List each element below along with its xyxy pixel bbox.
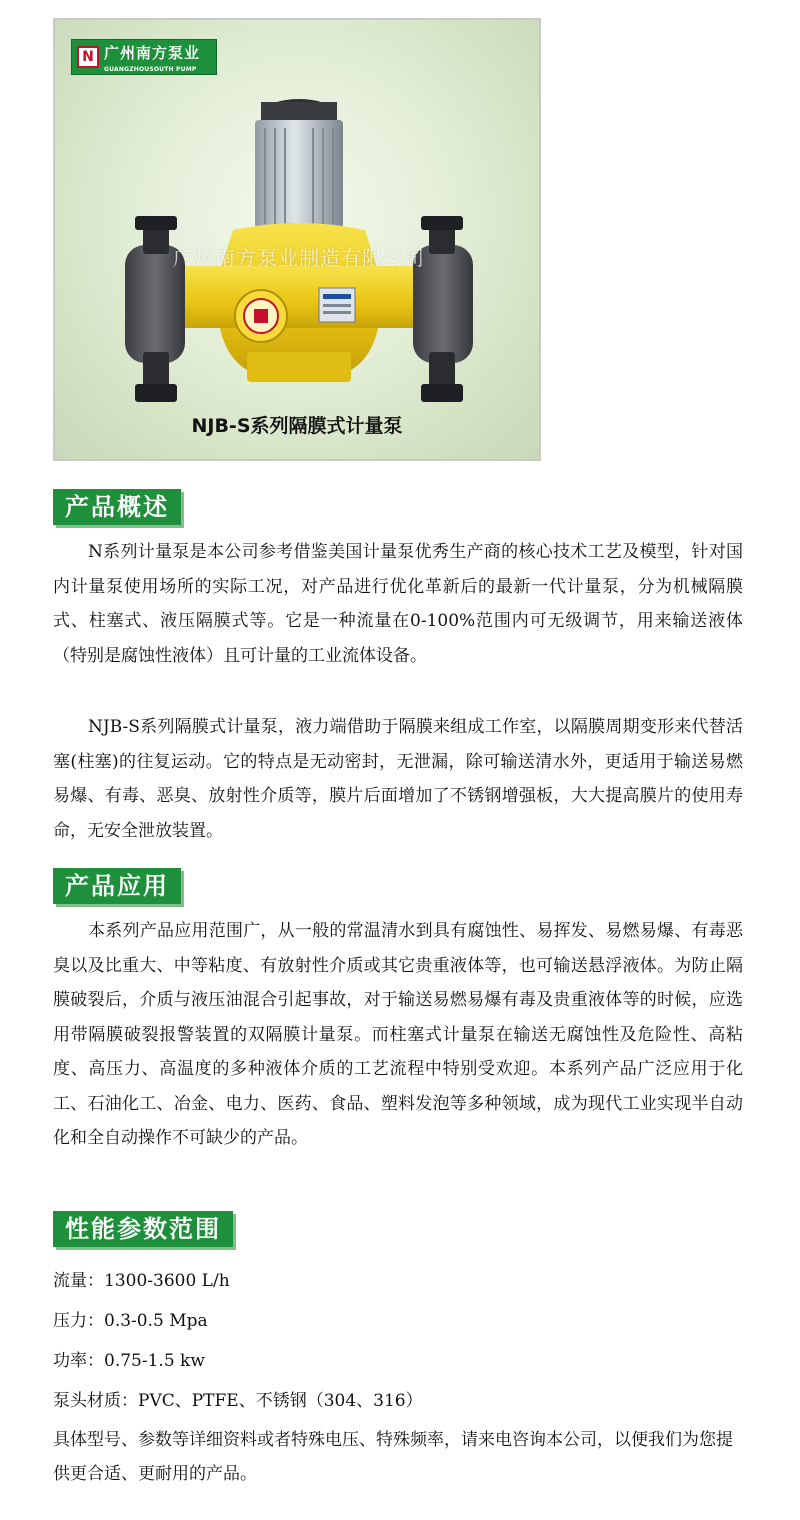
logo-chinese-name: 广州南方泵业 xyxy=(104,43,201,62)
spec-flow: 流量：1300-3600 L/h xyxy=(53,1271,230,1291)
logo-english-name: GUANGZHOUSOUTH PUMP xyxy=(104,65,197,73)
application-paragraph: 本系列产品应用范围广，从一般的常温清水到具有腐蚀性、易挥发、易燃易爆、有毒恶臭以及比重大、中等粘度、有放射性介质或其它贵重液体等，也可输送悬浮液体。为防止隔膜破裂后，介质与液压油混合引起事故，对于输送易燃易爆有毒及贵重液体等的时候，应选用带隔膜破裂报警装置的双隔膜计量泵。而柱塞式计量泵在输送无腐蚀性及危险性、高粘度、高压力、高温度的多种液体介质的工艺流程中特别受欢迎。本系列产品广泛应用于化工、石油化工、冶金、电力、医药、食品、塑料发泡等多种领域，成为现代工业实现半自动化和全自动操作不可缺少的产品。 xyxy=(53,921,743,1148)
company-logo xyxy=(71,39,217,75)
spec-material: 泵头材质：PVC、PTFE、不锈钢（304、316） xyxy=(53,1391,423,1411)
section-title-application: 产品应用 xyxy=(53,868,181,904)
pump-illustration xyxy=(55,20,541,461)
section-title-overview: 产品概述 xyxy=(53,489,181,525)
spec-pressure: 压力：0.3-0.5 Mpa xyxy=(53,1311,208,1331)
overview-paragraph-2: NJB-S系列隔膜式计量泵，液力端借助于隔膜来组成工作室，以隔膜周期变形来代替活塞(柱塞)的往复运动。它的特点是无动密封，无泄漏，除可输送清水外，更适用于输送易燃易爆、有毒、恶臭、放射性介质等，膜片后面增加了不锈钢增强板，大大提高膜片的使用寿命，无安全泄放装置。 xyxy=(53,717,743,841)
overview-paragraph-1: N系列计量泵是本公司参考借鉴美国计量泵优秀生产商的核心技术工艺及模型，针对国内计量泵使用场所的实际工况，对产品进行优化革新后的最新一代计量泵，分为机械隔膜式、柱塞式、液压隔膜式等。它是一种流量在0-100%范围内可无级调节，用来输送液体（特别是腐蚀性液体）且可计量的工业流体设备。 xyxy=(53,542,743,666)
logo-mark-icon: N xyxy=(77,46,99,68)
product-caption: NJB-S系列隔膜式计量泵 xyxy=(191,415,403,437)
spec-power: 功率：0.75-1.5 kw xyxy=(53,1351,205,1371)
spec-contact-note: 具体型号、参数等详细资料或者特殊电压、特殊频率，请来电咨询本公司，以便我们为您提供更合适、更耐用的产品。 xyxy=(53,1430,733,1484)
product-photo xyxy=(53,18,541,461)
section-title-specs: 性能参数范围 xyxy=(53,1211,233,1247)
watermark: 广州南方泵业制造有限公司 xyxy=(173,246,425,270)
